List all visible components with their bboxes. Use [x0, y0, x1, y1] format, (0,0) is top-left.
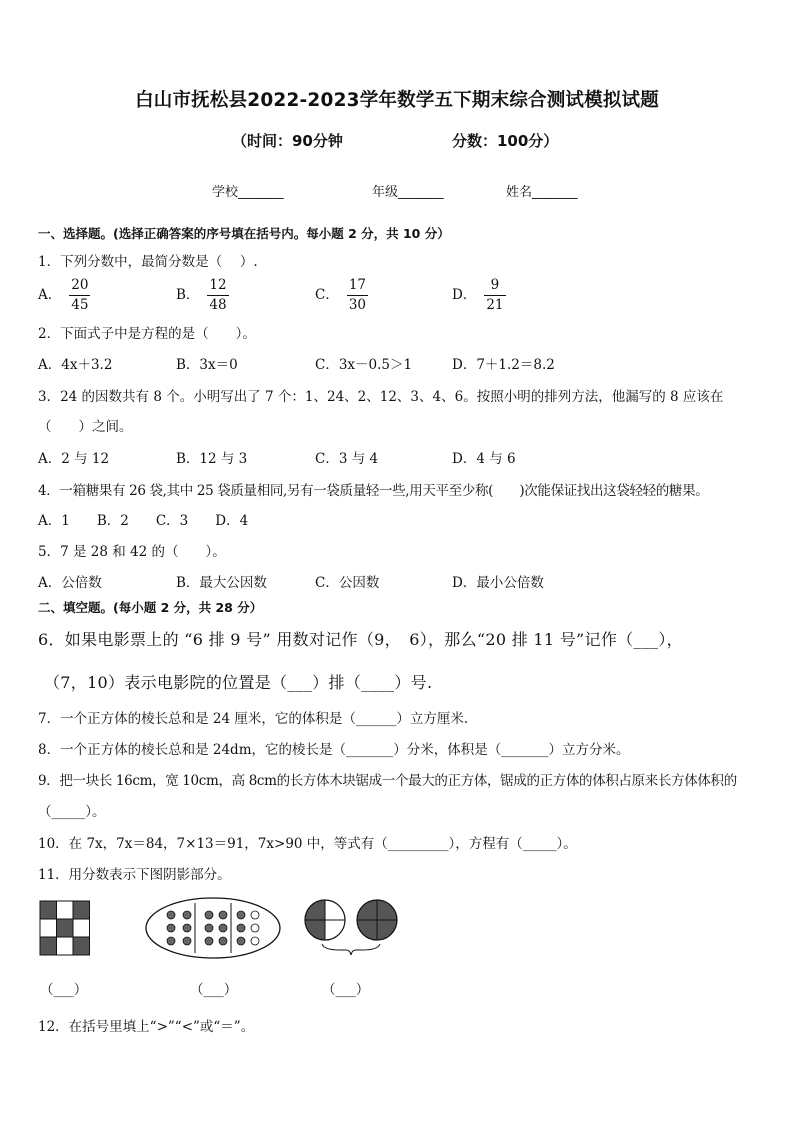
q3-option-d: D．4 与 6 — [452, 451, 516, 467]
q11-blank-3: （___） — [322, 982, 370, 998]
q11-blank-1: （___） — [40, 982, 88, 998]
question-4: 4．一箱糖果有 26 袋,其中 25 袋质量相同,另有一袋质量轻一些,用天平至少称( )次能保证找出这袋轻轻的糖果。 — [38, 483, 709, 499]
grade-field: 年级_______ — [372, 185, 444, 200]
question-9: 9．把一块长 16cm，宽 10cm，高 8cm的长方体木块锯成一个最大的正方体，锯成的正方体的体积占原来长方体体积的 — [38, 773, 737, 789]
question-7: 7．一个正方体的棱长总和是 24 厘米，它的体积是（______）立方厘米. — [38, 711, 469, 727]
figure-grid-squares — [38, 898, 92, 958]
q3-option-b: B．12 与 3 — [176, 451, 248, 467]
q11-blank-2: （___） — [190, 982, 238, 998]
q3-option-a: A．2 与 12 — [38, 451, 110, 467]
question-8: 8．一个正方体的棱长总和是 24dm，它的棱长是（_______）分米，体积是（_______）立方分米。 — [38, 742, 630, 758]
name-field: 姓名_______ — [506, 185, 578, 200]
section-choice-heading: 一、选择题。(选择正确答案的序号填在括号内。每小题 2 分，共 10 分） — [38, 226, 450, 241]
q2-option-a: A．4x＋3.2 — [38, 357, 113, 373]
question-12: 12．在括号里填上“>”“<”或“＝”。 — [38, 1019, 255, 1035]
q1-option-a: A． $\frac{20}{45}$ — [38, 277, 89, 313]
section-fill-heading: 二、填空题。(每小题 2 分，共 28 分） — [38, 600, 263, 615]
q4-options: A．1 B．2 C．3 D．4 — [38, 513, 249, 529]
q1-option-c: C． $\frac{17}{30}$ — [315, 277, 367, 313]
q2-option-b: B．3x＝0 — [176, 357, 238, 373]
question-1: 1．下列分数中，最简分数是（ ）. — [38, 254, 258, 270]
question-3: 3．24 的因数共有 8 个。小明写出了 7 个：1、24、2、12、3、4、6。按照小明的排列方法，他漏写的 8 应该在 — [38, 389, 724, 405]
exam-score: 分数：100分） — [452, 132, 559, 150]
q5-option-b: B．最大公因数 — [176, 575, 267, 591]
page-title: 白山市抚松县2022-2023学年数学五下期末综合测试模拟试题 — [135, 90, 659, 111]
figure-ellipse-dots — [143, 895, 283, 961]
question-11: 11．用分数表示下图阴影部分。 — [38, 867, 231, 883]
question-3-cont: （ ）之间。 — [38, 419, 133, 435]
question-6-cont: （7，10）表示电影院的位置是（___）排（____）号. — [44, 673, 433, 692]
q3-option-c: C．3 与 4 — [315, 451, 379, 467]
school-field: 学校_______ — [212, 185, 284, 200]
q2-option-c: C．3x－0.5＞1 — [315, 357, 413, 373]
q2-option-d: D．7＋1.2＝8.2 — [452, 357, 555, 373]
exam-time: （时间：90分钟 — [232, 132, 343, 150]
question-10: 10．在 7x，7x＝84，7×13＝91，7x>90 中，等式有（_________），方程有（_____）。 — [38, 836, 577, 852]
question-6: 6．如果电影票上的 “6 排 9 号” 用数对记作（9， 6），那么“20 排 11 号”记作（___）， — [38, 630, 683, 649]
question-2: 2．下面式子中是方程的是（ ）。 — [38, 326, 256, 342]
q5-option-c: C．公因数 — [315, 575, 380, 591]
question-5: 5．7 是 28 和 42 的（ ）。 — [38, 544, 226, 560]
figure-circles-quarters — [300, 896, 404, 960]
q5-option-a: A．公倍数 — [38, 575, 102, 591]
question-9-cont: （_____）。 — [38, 804, 106, 820]
q1-option-b: B． $\frac{12}{48}$ — [176, 277, 227, 313]
q1-option-d: D． $\frac{9}{21}$ — [452, 277, 504, 313]
q5-option-d: D．最小公倍数 — [452, 575, 544, 591]
